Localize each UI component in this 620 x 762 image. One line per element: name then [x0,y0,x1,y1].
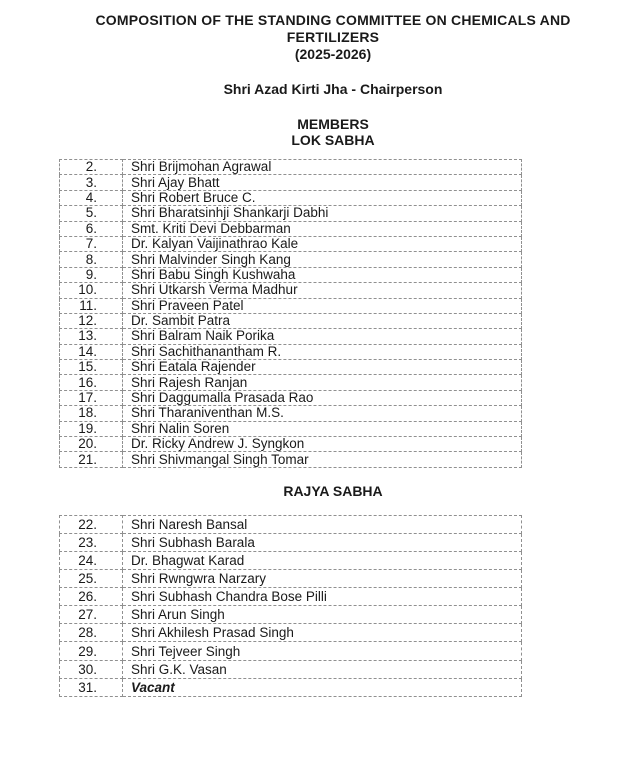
member-number: 17. [60,390,123,405]
table-row [60,190,522,205]
member-name: Shri Praveen Patel [123,298,522,313]
members-heading: MEMBERS [297,116,369,132]
rajya-sabha-table [59,515,522,697]
member-name: Shri Subhash Barala [123,533,522,551]
member-name: Shri Naresh Bansal [123,515,522,533]
member-number: 19. [60,421,123,436]
table-row [60,452,522,467]
member-name: Shri Tharaniventhan M.S. [123,406,522,421]
table-row [60,375,522,390]
table-row [60,344,522,359]
member-number: 26. [60,588,123,606]
table-row [60,588,522,606]
member-number: 12. [60,313,123,328]
table-row [60,437,522,452]
rajya-sabha-heading: RAJYA SABHA [283,482,383,499]
member-number: 6. [60,221,123,236]
member-name: Shri Subhash Chandra Bose Pilli [123,588,522,606]
member-number: 29. [60,642,123,660]
member-number: 13. [60,329,123,344]
member-number: 7. [60,236,123,251]
lok-sabha-heading: LOK SABHA [291,132,375,148]
table-row [60,406,522,421]
table-row [60,160,522,175]
member-name: Dr. Kalyan Vaijinathrao Kale [123,236,522,251]
table-row [60,533,522,551]
member-name: Shri Rajesh Ranjan [123,375,522,390]
member-name: Shri Babu Singh Kushwaha [123,267,522,282]
member-number: 4. [60,190,123,205]
member-number: 16. [60,375,123,390]
table-row [60,390,522,405]
member-name: Shri Akhilesh Prasad Singh [123,624,522,642]
table-row [60,660,522,678]
table-row [60,236,522,251]
member-name: Shri Malvinder Singh Kang [123,252,522,267]
table-row [60,421,522,436]
member-name: Shri G.K. Vasan [123,660,522,678]
table-row [60,678,522,696]
member-number: 3. [60,175,123,190]
member-name: Shri Arun Singh [123,606,522,624]
member-number: 15. [60,360,123,375]
table-row [60,206,522,221]
member-number: 10. [60,283,123,298]
table-row [60,360,522,375]
member-number: 18. [60,406,123,421]
member-number: 23. [60,533,123,551]
member-name: Shri Brijmohan Agrawal [123,160,522,175]
table-row [60,252,522,267]
table-row [60,552,522,570]
member-name: Vacant [123,678,522,696]
member-name: Smt. Kriti Devi Debbarman [123,221,522,236]
member-name: Shri Tejveer Singh [123,642,522,660]
member-name: Shri Utkarsh Verma Madhur [123,283,522,298]
member-number: 22. [60,515,123,533]
member-name: Shri Nalin Soren [123,421,522,436]
document-header [0,0,620,148]
table-row [60,175,522,190]
table-row [60,606,522,624]
member-name: Shri Bharatsinhji Shankarji Dabhi [123,206,522,221]
table-row [60,515,522,533]
member-number: 27. [60,606,123,624]
document-title: COMPOSITION OF THE STANDING COMMITTEE ON CHEMICALS AND FERTILIZERS [95,12,571,45]
chairperson-line: Shri Azad Kirti Jha - Chairperson [223,81,443,97]
member-number: 30. [60,660,123,678]
member-number: 11. [60,298,123,313]
member-number: 24. [60,552,123,570]
member-number: 14. [60,344,123,359]
table-row [60,298,522,313]
member-number: 9. [60,267,123,282]
member-name: Shri Balram Naik Porika [123,329,522,344]
lok-sabha-table [59,159,522,468]
table-row [60,624,522,642]
member-number: 21. [60,452,123,467]
table-row [60,267,522,282]
member-name: Shri Daggumalla Prasada Rao [123,390,522,405]
member-name: Shri Robert Bruce C. [123,190,522,205]
table-row [60,313,522,328]
member-name: Shri Sachithanantham R. [123,344,522,359]
member-number: 2. [60,160,123,175]
member-name: Shri Eatala Rajender [123,360,522,375]
member-number: 8. [60,252,123,267]
table-row [60,642,522,660]
member-name: Dr. Ricky Andrew J. Syngkon [123,437,522,452]
document-term: (2025-2026) [294,46,372,62]
member-name: Dr. Bhagwat Karad [123,552,522,570]
member-number: 28. [60,624,123,642]
table-row [60,221,522,236]
member-name: Shri Ajay Bhatt [123,175,522,190]
table-row [60,283,522,298]
member-name: Shri Rwngwra Narzary [123,570,522,588]
member-number: 25. [60,570,123,588]
table-row [60,329,522,344]
member-name: Shri Shivmangal Singh Tomar [123,452,522,467]
member-number: 5. [60,206,123,221]
member-name: Dr. Sambit Patra [123,313,522,328]
member-number: 20. [60,437,123,452]
member-number: 31. [60,678,123,696]
table-row [60,570,522,588]
